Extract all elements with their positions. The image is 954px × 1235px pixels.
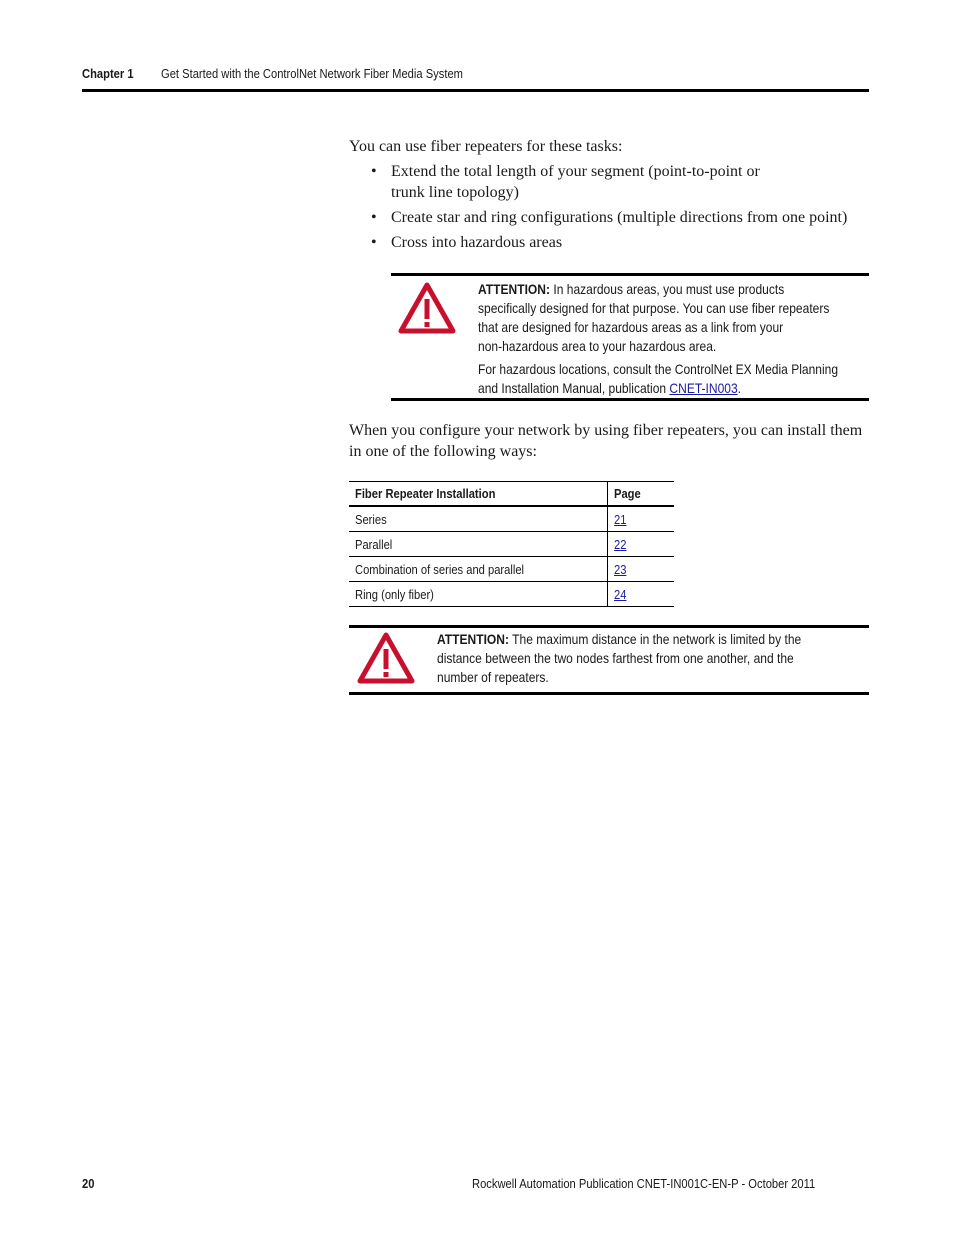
attention-line xyxy=(437,630,801,649)
attention-line xyxy=(478,280,784,299)
table-cell xyxy=(349,557,608,582)
attention-line-text: In hazardous areas, you must use products xyxy=(550,281,785,297)
task-list xyxy=(349,161,869,257)
attention-line: non-hazardous area to your hazardous area. xyxy=(478,338,717,354)
attention-line: number of repeaters. xyxy=(437,669,549,685)
header-rule xyxy=(82,89,869,92)
list-item xyxy=(349,232,869,253)
table-cell xyxy=(349,532,608,557)
install-intro-line: in one of the following ways: xyxy=(349,443,537,460)
table-row xyxy=(349,582,674,607)
install-intro-text xyxy=(349,420,869,462)
column-header xyxy=(608,482,675,507)
warning-triangle-icon xyxy=(398,282,456,334)
table-cell xyxy=(608,582,675,607)
task-line: Cross into hazardous areas xyxy=(391,234,563,251)
attention-line-end: . xyxy=(737,380,742,396)
chapter-title: Get Started with the ControlNet Network Fiber Media System xyxy=(161,66,463,81)
attention-line: that are designed for hazardous areas as a link from your xyxy=(478,319,784,335)
cell-text: Parallel xyxy=(355,536,393,552)
column-header xyxy=(349,482,608,507)
warning-triangle-icon xyxy=(357,632,415,684)
task-line: trunk line topology) xyxy=(391,184,519,201)
page-link[interactable]: 24 xyxy=(614,586,627,602)
page-link[interactable]: 23 xyxy=(614,561,627,577)
column-header-text: Fiber Repeater Installation xyxy=(355,486,496,501)
attention-line: distance between the two nodes farthest from one another, and the xyxy=(437,650,794,666)
cell-text: Ring (only fiber) xyxy=(355,586,434,602)
attention-line: For hazardous locations, consult the ControlNet EX Media Planning xyxy=(478,361,839,377)
attention-text xyxy=(478,280,878,398)
table-cell xyxy=(608,506,675,532)
cell-text: Series xyxy=(355,511,387,527)
task-line: Extend the total length of your segment (point-to-point or xyxy=(391,163,760,180)
table-cell xyxy=(349,582,608,607)
list-item xyxy=(349,161,869,203)
intro-text: You can use fiber repeaters for these tasks: xyxy=(349,138,623,155)
cell-text: Combination of series and parallel xyxy=(355,561,525,577)
fiber-repeater-table xyxy=(349,481,674,607)
attention-line-text: The maximum distance in the network is limited by the xyxy=(509,631,802,647)
chapter-label: Chapter 1 xyxy=(82,66,134,81)
publication-link[interactable]: CNET-IN003 xyxy=(669,380,738,396)
list-item xyxy=(349,207,869,228)
page-number: 20 xyxy=(82,1176,95,1191)
attention-label: ATTENTION: xyxy=(478,281,551,297)
table-row xyxy=(349,532,674,557)
table-cell xyxy=(608,557,675,582)
attention-box-hazardous xyxy=(391,273,869,401)
table-row xyxy=(349,506,674,532)
attention-line xyxy=(478,379,741,398)
install-intro-line: When you configure your network by using fiber repeaters, you can install them xyxy=(349,422,863,439)
page-link[interactable]: 21 xyxy=(614,511,627,527)
attention-line-text: and Installation Manual, publication xyxy=(478,380,670,396)
table-cell xyxy=(349,506,608,532)
bullet-icon: • xyxy=(371,163,377,180)
attention-text xyxy=(437,630,877,687)
table-row xyxy=(349,557,674,582)
attention-line: specifically designed for that purpose. You can use fiber repeaters xyxy=(478,300,830,316)
bullet-icon: • xyxy=(371,234,377,251)
column-header-text: Page xyxy=(614,486,641,501)
page-link[interactable]: 22 xyxy=(614,536,627,552)
page-header xyxy=(82,66,869,90)
table-cell xyxy=(608,532,675,557)
attention-box-distance xyxy=(349,625,869,695)
table-header-row xyxy=(349,482,674,507)
publication-footer: Rockwell Automation Publication CNET-IN001C-EN-P - October 2011 xyxy=(472,1176,816,1191)
bullet-icon: • xyxy=(371,209,377,226)
attention-label: ATTENTION: xyxy=(437,631,510,647)
task-line: Create star and ring configurations (multiple directions from one point) xyxy=(391,209,848,226)
